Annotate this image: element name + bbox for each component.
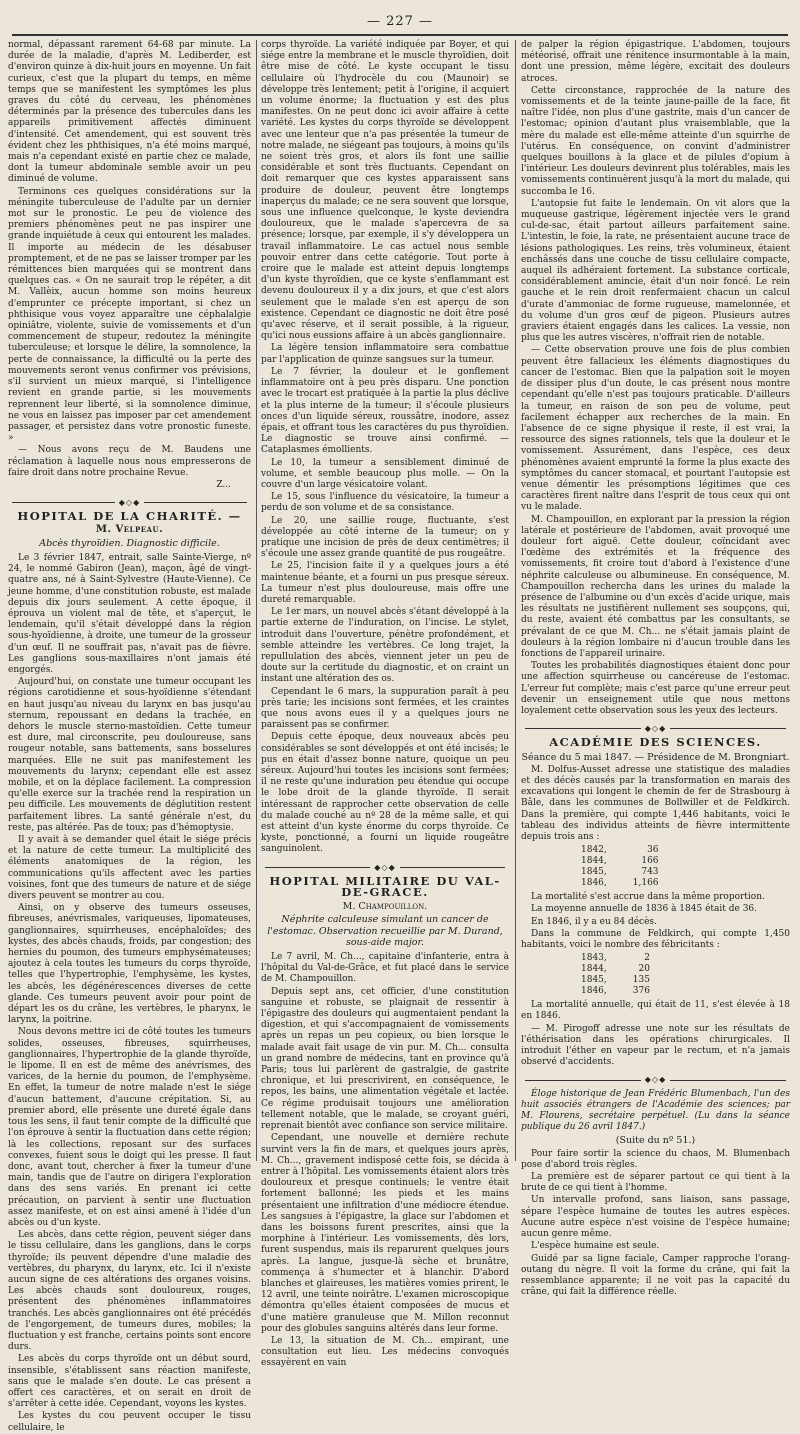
table-year: 1844,: [581, 856, 607, 867]
table-row: [581, 975, 650, 986]
column-1: [8, 40, 251, 1433]
paragraph: L'autopsie fut faite le lendemain. On vit alors que la muqueuse gastrique, légèrement injectée vers le grand cul-de-sac, était partout ailleurs parfaitement saine. L'intestin, le foie, la rate, ne présentaient aucune trace de lésions pathologiques. Les reins, très volumineux, étaient enchâssés dans une couche de tissu cellulaire compacte, auquel ils adhéraient fortement. La substance corticale, considérablement amincie, était d'un noir foncé. Le rein gauche et le rein droit renfermaient chacun un calcul d'urate d'ammoniac de forme rugueuse, mamelonnée, et du volume d'un gros œuf de pigeon. Plusieurs autres graviers étaient engagés dans les calices. La vessie, non plus que les autres viscères, n'offrait rien de notable.: [521, 198, 790, 344]
table-year: 1845,: [581, 975, 607, 986]
page-number: — 227 —: [366, 14, 434, 29]
paragraph: Il y avait à se demander quel était le siége précis et la nature de cette tumeur. La multiplicité des éléments anatomiques de la région, les communications qu'ils affectent avec les parties voisines, font que des tumeurs de nature et de siége divers peuvent se montrer au cou.: [8, 835, 251, 902]
paragraph: Le 3 février 1847, entrait, salle Sainte-Vierge, nº 24, le nommé Gabiron (Jean), maçon, âgé de vingt-quatre ans, né à Saint-Sylvestre (Haute-Vienne). Ce jeune homme, d'une constitution robuste, est malade depuis dix jours seulement. A cette époque, il éprouva un violent mal de tête, et s'aperçut, le lendemain, qu'il s'était développé dans la région sous-hyoïdienne, à droite, une tumeur de la grosseur d'un œuf. Il ne souffrait pas, n'avait pas de fièvre. Les ganglions sous-maxillaires n'ont jamais été engorgés.: [8, 552, 251, 675]
column-divider: [256, 40, 257, 1161]
paragraph: Cependant, une nouvelle et dernière rechute survint vers la fin de mars, et quelques jours après, M. Ch..., gravement indisposé cette fois, se décida à entrer à l'hôpital. Les vomissements étaient alors très douloureux et presque continuels; le ventre était fortement ballonné; les pieds et les mains présentaient une infiltration d'une médiocre étendue. Les sangsues à l'épigastre, la glace sur l'abdomen et dans les boissons furent prescrites, ainsi que la morphine à l'intérieur. Les vomissements, dès lors, furent suspendus, mais ils reparurent quelques jours après. La langue, jusque-là sèche et brunâtre, commença à s'humecter et à blanchir. D'abord blanches et glaireuses, les matières vomies prirent, le 12 avril, une teinte noirâtre. L'examen microscopique démontra qu'elles étaient composées de mucus et d'une matière granuleuse que M. Millon reconnut pour des globules sanguins altérés dans leur forme.: [261, 1133, 509, 1334]
paragraph: Le 7 février, la douleur et le gonflement inflammatoire ont à peu près disparu. Une ponction avec le trocart est pratiquée à la partie la plus déclive et la plus interne de la tumeur; il s'écoule plusieurs onces d'un liquide séreux, roussâtre, inodore, assez épais, et offrant tous les caractères du pus thyroïdien. Le diagnostic se trouve ainsi confirmé. — Cataplasmes émollients.: [261, 366, 509, 456]
paragraph: Éloge historique de Jean Frédéric Blumenbach, l'un des huit associés étrangers de l'Académie des sciences; par M. Flourens, secrétaire perpétuel. (Lu dans la séance publique du 26 avril 1847.): [521, 1088, 790, 1133]
table-count: 743: [641, 867, 659, 878]
ornament-divider: ◆◇◆: [261, 862, 509, 873]
column-divider: [515, 40, 516, 1161]
paragraph: La moyenne annuelle de 1836 à 1845 était de 36.: [531, 904, 758, 915]
paragraph: Toutes les probabilités diagnostiques étaient donc pour une affection squirrheuse ou cancéreuse de l'estomac. L'erreur fut complète; mais c'est parce qu'une erreur peut devenir un enseignement utile que nous mettons loyalement cette observation sous les yeux des lecteurs.: [521, 661, 790, 716]
table-count: 376: [632, 986, 650, 997]
paragraph: Guidé par sa ligne faciale, Camper rapproche l'orang-outang du nègre. Il voit la forme du crâne, qui fait la ressemblance apparente; il ne voit pas la capacité du crâne, qui fait la différence réelle.: [521, 1253, 790, 1298]
section-heading: HOPITAL MILITAIRE DU VAL-DE-GRACE.: [269, 873, 501, 900]
paragraph: Un intervalle profond, sans liaison, sans passage, sépare l'espèce humaine de toutes les autres espèces. Aucune autre espèce n'est voisine de l'espèce humaine; aucun genre même.: [521, 1195, 790, 1240]
continuation-note: (Suite du nº 51.): [615, 1135, 696, 1147]
paragraph: La mortalité s'est accrue dans la même proportion.: [531, 892, 765, 903]
paragraph: Le 1er mars, un nouvel abcès s'étant développé à la partie externe de l'induration, on l'incise. Le stylet, introduit dans l'ouverture, pénètre profondément, et semble atteindre les vertèbres. Ce long trajet, la repullulation des abcès, viennent jeter un peu de doute sur la certitude du diagnostic, et on craint un instant une altération des os.: [261, 607, 509, 685]
paragraph: Le 20, une saillie rouge, fluctuante, s'est développée au côté interne de la tumeur; on y pratique une incision de près de deux centimètres; il s'écoule une assez grande quantité de pus rougeâtre.: [261, 515, 509, 560]
paragraph: M. Champouillon, en explorant par la pression la région latérale et postérieure de l'abdomen, avait provoqué une douleur fort aiguë. Cette douleur, coïncidant avec l'œdème des extrémités et la fréquence des vomissements, fit croire tout d'abord à l'existence d'une néphrite calculeuse ou albumineuse. En conséquence, M. Champouillon rechercha dans les urines du malade la présence de l'albumine ou d'un excès d'acide urique, mais les résultats ne justifièrent nullement ses soupçons, qui, du reste, avaient été combattus par les consultants, se prévalant de ce que M. Ch... ne s'était jamais plaint de douleurs à la région lombaire ni d'aucun trouble dans les fonctions de l'appareil urinaire.: [521, 514, 790, 659]
author-name: M. Velpeau.: [95, 523, 164, 535]
session-line: Séance du 5 mai 1847. — Présidence de M. Brongniart.: [521, 751, 790, 763]
table-count: 135: [632, 975, 650, 986]
section-heading: [8, 511, 251, 534]
paragraph: Le 7 avril, M. Ch..., capitaine d'infanterie, entra à l'hôpital du Val-de-Grâce, et fut placé dans le service de M. Champouillon.: [261, 952, 509, 985]
paragraph: La mortalité annuelle, qui était de 11, s'est élevée à 18 en 1846.: [521, 1000, 790, 1022]
table-count: 1,166: [632, 878, 659, 889]
header-rule: [12, 34, 788, 36]
fever-table-feldkirch: [581, 953, 650, 997]
paragraph: normal, dépassant rarement 64-68 par minute. La durée de la maladie, d'après M. Lediberder, est d'environ quinze à dix-huit jours en moyenne. Un fait curieux, c'est que la plupart du temps, en même temps que se manifestent les symptômes les plus graves du côté du cerveau, les phénomènes déterminés par la présence des tubercules dans les appareils primitivement affectés diminuent d'intensité. Cet amendement, qui est souvent très évident chez les phthisiques, n'a été moins marqué, mais n'a cependant existé en partie chez ce malade, dont la tumeur abdominale semble avoir un peu diminué de volume.: [8, 40, 251, 185]
paragraph: Terminons ces quelques considérations sur la méningite tuberculeuse de l'adulte par un dernier mot sur le pronostic. Le peu de violence des premiers phénomènes peut ne pas inspirer une grande inquiétude à ceux qui entourent les malades. Il importe au médecin de les désabuser promptement, et de ne pas se laisser tromper par les rémittences bien marquées qui se montrent dans quelques cas. « On ne saurait trop le répéter, a dit M. Vallèix, aucun homme son moins heureux d'emprunter ce précepte important, si chez un phthisique vous voyez apparaître une céphalalgie opiniâtre, violente, suivie de vomissements et d'un commencement de stupeur, redoutez la méningite tuberculeuse; et lorsque le délire, la somnolence, la perte de connaissance, la difficulté ou la perte des mouvements seront venus confirmer vos prévisions, s'il survient un mieux marqué, si l'intelligence revient en grande partie, si les mouvements reprennent leur liberté, si la somnolence diminue, ne vous en laissez pas imposer par cet amendement passager, et persistez dans votre pronostic funeste. »: [8, 186, 251, 444]
table-count: 20: [638, 964, 650, 975]
paragraph: Pour faire sortir la science du chaos, M. Blumenbach pose d'abord trois règles.: [521, 1148, 790, 1170]
table-row: [581, 867, 659, 878]
column-3: [521, 40, 790, 1298]
table-count: 36: [647, 845, 659, 856]
article-subtitle: Néphrite calculeuse simulant un cancer de l'estomac. Observation recueillie par M. Durand, sous-aide major.: [267, 914, 503, 948]
article-subtitle: Abcès thyroïdien. Diagnostic difficile.: [39, 537, 220, 549]
paragraph: Aujourd'hui, on constate une tumeur occupant les régions carotidienne et sous-hyoïdienne s'étendant en haut jusqu'au niveau du larynx en bas jusqu'au sternum, repoussant en dedans la trachée, en dehors le muscle sterno-mastoïdien. Cette tumeur est dure, mal circonscrite, peu douloureuse, sans rougeur notable, sans battements, sans bosselures marquées. Elle ne suit pas manifestement les mouvements du larynx; cependant elle est assez mobile, et on la déplace facilement. La compression qu'elle exerce sur la trachée rend la respiration un peu difficile. Les mouvements de déglutition restent parfaitement libres. La santé générale n'est, du reste, pas altérée. Pas de toux; pas d'hémoptysie.: [8, 677, 251, 833]
paragraph: Le 10, la tumeur a sensiblement diminué de volume, et semble beaucoup plus molle. — On la couvre d'un large vésicatoire volant.: [261, 457, 509, 490]
paragraph: de palper la région épigastrique. L'abdomen, toujours météorisé, offrait une rénitence insurmontable à la main, dont une pression, même légère, excitait des douleurs atroces.: [521, 40, 790, 84]
paragraph: M. Dolfus-Ausset adresse une statistique des maladies et des décès causés par la transformation en marais des excavations qui longent le chemin de fer de Strasbourg à Bâle, dans les communes de Bollwiller et de Feldkirch. Dans la première, qui compte 1,446 habitants, voici le tableau des individus atteints de fièvre intermittente depuis trois ans :: [521, 764, 790, 843]
table-row: [581, 856, 659, 867]
table-year: 1845,: [581, 867, 607, 878]
paragraph: Les abcès du corps thyroïde ont un début sourd, insensible, s'établissent sans réaction manifeste, sans que le malade s'en doute. Le cas présent a offert ces caractères, et on serait en droit de s'arrêter à cette idée. Cependant, voyons les kystes.: [8, 1354, 251, 1410]
table-row: [581, 953, 650, 964]
table-row: [581, 986, 650, 997]
column-2: [261, 40, 509, 1369]
paragraph: corps thyroïde. La variété indiquée par Boyer, et qui siége entre la membrane et le muscle thyroïdien, doit être mise de côté. Le kyste occupant le tissu cellulaire où l'hydrocèle du cou (Maunoir) se développe très lentement; petit à l'origine, il acquiert un volume énorme; la fluctuation y est des plus manifestes. On ne peut donc ici avoir affaire à cette variété. Les kystes du corps thyroïde se développent avec une lenteur que n'a pas présentée la tumeur de notre malade, ne siégeant pas toujours, à moins qu'ils ne soient très gros, et alors ils font une saillie considérable et sont très fluctuants. Cependant on doit remarquer que ces kystes apparaissent sans produire de douleur, peuvent être longtemps inaperçus du malade; ce ne sera souvent que lorsque, sous une influence quelconque, le kyste deviendra douloureux, que le malade s'apercevra de sa présence; lorsque, par exemple, il s'y développera un travail inflammatoire. Le cas actuel nous semble pouvoir entrer dans cette catégorie. Tout porte à croire que le malade est atteint depuis longtemps d'un kyste thyroïdien, que ce kyste s'enflammant est devenu douloureux il y a dix jours, et que c'est alors seulement que le malade s'en est aperçu de son existence. Cependant ce diagnostic ne doit être posé qu'avec réserve, et il serait possible, à la rigueur, qu'ici nous eussions affaire à un abcès ganglionnaire.: [261, 40, 509, 342]
ornament-divider: ◆◇◆: [521, 723, 790, 734]
paragraph: L'espèce humaine est seule.: [531, 1241, 660, 1252]
paragraph: Dans la commune de Feldkirch, qui compte 1,450 habitants, voici le nombre des fébricitants :: [521, 928, 790, 951]
table-row: [581, 845, 659, 856]
paragraph: Le 25, l'incision faite il y a quelques jours a été maintenue béante, et a fourni un pus presque séreux. La tumeur n'est plus douloureuse, mais offre une dureté remarquable.: [261, 561, 509, 605]
section-heading: ACADÉMIE DES SCIENCES.: [549, 735, 762, 750]
paragraph: Le 15, sous l'influence du vésicatoire, la tumeur a perdu de son volume et de sa consistance.: [261, 492, 509, 514]
table-count: 2: [644, 953, 650, 964]
paragraph: En 1846, il y a eu 84 décès.: [531, 916, 657, 927]
table-year: 1846,: [581, 986, 607, 997]
table-year: 1844,: [581, 964, 607, 975]
paragraph: — Nous avons reçu de M. Baudens une réclamation à laquelle nous nous empresserons de faire droit dans notre prochaine Revue.: [8, 445, 251, 478]
table-year: 1842,: [581, 845, 607, 856]
paragraph: La première est de séparer partout ce qui tient à la brute de ce qui tient à l'homme.: [521, 1172, 790, 1194]
table-row: [581, 964, 650, 975]
paragraph: La légère tension inflammatoire sera combattue par l'application de quinze sangsues sur la tumeur.: [261, 343, 509, 365]
paragraph: — Cette observation prouve une fois de plus combien peuvent être fallacieux les éléments diagnostiques du cancer de l'estomac. Bien que la palpation soit le moyen de dissiper plus d'un doute, le cas présent nous montre cependant qu'elle n'est pas toujours praticable. D'ailleurs la tumeur, en raison de son peu de volume, peut facilement échapper aux recherches de la main. En l'absence de ce signe physique il reste, il est vrai, la ressource des signes rationnels, tels que la douleur et le vomissement. Assurément, dans l'espèce, ces deux phénomènes avaient emprunté la forme la plus exacte des symptômes du cancer stomacal, et pourtant l'autopsie est venue démentir les présomptions légitimes que ces caractères firent naître dans l'esprit de tous ceux qui ont vu le malade.: [521, 345, 790, 513]
paragraph: Les abcès, dans cette région, peuvent siéger dans le tissu cellulaire, dans les ganglions, dans le corps thyroïde; ils peuvent dépendre d'une maladie des vertèbres, du pharynx, du larynx, etc. Ici il n'existe aucun signe de ces altérations des organes voisins. Les abcès chauds sont douloureux, rouges, présentent des phénomènes inflammatoires tranchés. Les abcès ganglionnaires ont été précédés de l'engorgement, de tumeurs dures, mobiles; la fluctuation y est franche, certains points sont encore durs.: [8, 1230, 251, 1353]
paragraph: Cependant le 6 mars, la suppuration paraît à peu près tarie; les incisions sont fermées, et les craintes que nous avons eues il y a quelques jours ne paraissent pas se confirmer.: [261, 686, 509, 731]
table-year: 1846,: [581, 878, 607, 889]
hospital-name: HOPITAL DE LA CHARITÉ. —: [17, 509, 242, 524]
ornament-divider: ◆◇◆: [8, 497, 251, 508]
paragraph: Cette circonstance, rapprochée de la nature des vomissements et de la teinte jaune-paille de la face, fit naître l'idée, non plus d'une gastrite, mais d'un cancer de l'estomac; opinion d'autant plus vraisemblable, que la mère du malade est elle-même atteinte d'un squirrhe de l'utérus. En conséquence, on convint d'administrer quelques bouillons à la glace et de pilules d'opium à l'intérieur. Les douleurs devinrent plus tolérables, mais les vomissements continuèrent jusqu'à la mort du malade, qui succomba le 16.: [521, 85, 790, 197]
paragraph: Le 13, la situation de M. Ch... empirant, une consultation eut lieu. Les médecins convoqués essayèrent en vain: [261, 1335, 509, 1369]
ornament-divider: ◆◇◆: [521, 1074, 790, 1085]
table-count: 166: [641, 856, 659, 867]
paragraph: Nous devons mettre ici de côté toutes les tumeurs solides, osseuses, fibreuses, squirrheuses, ganglionnaires, l'hypertrophie de la glande thyroïde, le lipome. Il en est de même des anévrismes, des varices, de la hernie du poumon, de l'emphysème. En effet, la tumeur de notre malade n'est le siége d'aucun battement, d'aucune crépitation. Si, au premier abord, elle présente une dureté égale dans tous les sens, il faut tenir compte de la difficulté que l'on éprouve à sentir la fluctuation dans cette région; là les collections, reposant sur des surfaces convexes, fuient sous le doigt qui les presse. Il faut donc, avant tout, chercher à fixer la tumeur d'une main, tandis que de l'autre on dirigera l'exploration dans des sens variés. En prenant ici cette précaution, on parvient à sentir une fluctuation assez manifeste, et on est ainsi amené à l'idée d'un abcès ou d'un kyste.: [8, 1027, 251, 1228]
table-row: [581, 878, 659, 889]
paragraph: Ainsi, on y observe des tumeurs osseuses, fibreuses, anévrismales, variqueuses, lipomateuses, ganglionnaires, squirrheuses, encéphaloïdes; des kystes, des abcès chauds, froids, par congestion; des hernies du poumon, des tumeurs emphysémateuses; ajoutez à cela toutes les tumeurs du corps thyroïde, telles que l'hypertrophie, l'emphysème, les kystes, les abcès, les dégénérescences diverses de cette glande. Ces tumeurs peuvent avoir pour point de départ les os du crâne, les vertèbres, le pharynx, le larynx, la poitrine.: [8, 903, 251, 1026]
author-name: M. Champouillon.: [342, 901, 428, 913]
paragraph: — M. Pirogoff adresse une note sur les résultats de l'éthérisation dans les opérations chirurgicales. Il introduit l'éther en vapeur par le rectum, et n'a jamais observé d'accidents.: [521, 1023, 790, 1068]
table-year: 1843,: [581, 953, 607, 964]
paragraph: Depuis cette époque, deux nouveaux abcès peu considérables se sont développés et ont été incisés; le pus en était d'assez bonne nature, quoique un peu séreux. Aujourd'hui toutes les incisions sont fermées; il ne reste qu'une induration peu étendue qui occupe le lobe droit de la glande thyroïde. Il serait intéressant de rapprocher cette observation de celle du malade couché au nº 28 de la même salle, et qui est atteint d'un kyste énorme du corps thyroïde. Ce kyste, ponctionné, a fourni un liquide rougeâtre sanguinolent.: [261, 732, 509, 855]
signature: Z...: [216, 479, 231, 490]
fever-table-bollwiller: [581, 845, 659, 889]
paragraph: Les kystes du cou peuvent occuper le tissu cellulaire, le: [8, 1411, 251, 1433]
paragraph: Depuis sept ans, cet officier, d'une constitution sanguine et robuste, se plaignait de ressentir à l'épigastre des douleurs qui augmentaient pendant la digestion, et qui s'accompagnaient de vomissements après un repas un peu copieux, ou bien lorsque le malade avait fait usage de vin pur. M. Ch... consulta un grand nombre de médecins, tant en province qu'à Paris; tous lui parlèrent de gastralgie, de gastrite chronique, et lui prescrivirent, en conséquence, le repos, les bains, une alimentation végétale et lactée. Ce régime produisait toujours une amélioration tellement notable, que le malade, se croyant guéri, reprenait bientôt avec confiance son service militaire.: [261, 986, 509, 1132]
